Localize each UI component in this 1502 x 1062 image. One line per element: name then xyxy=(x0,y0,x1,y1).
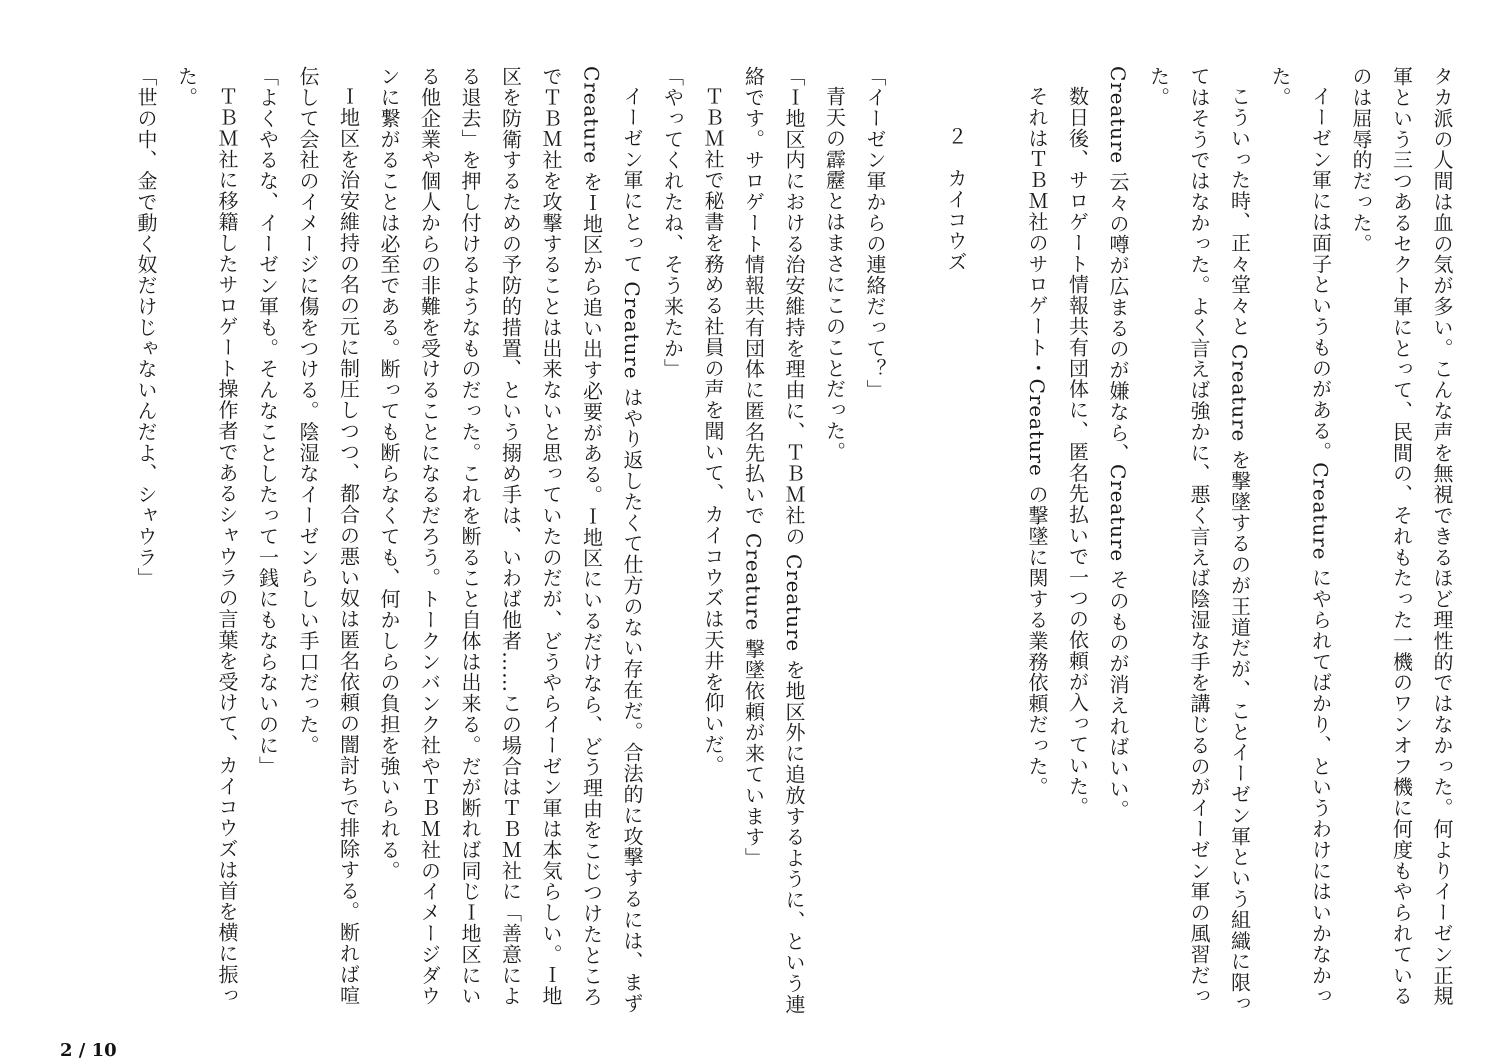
dialogue-line: 「よくやるな、イーゼン軍も。そんなことしたって一銭にもならないのに」 xyxy=(255,66,280,777)
section-heading: ２ カイコウズ xyxy=(944,126,968,273)
blank-line xyxy=(976,66,1017,1026)
vertical-text-body xyxy=(42,66,1462,1026)
body-paragraph-2: イーゼン軍には面子というものがある。Creature にやられてばかり、というわけにはいかなかった。 xyxy=(1268,66,1333,1007)
blank-line xyxy=(895,66,936,1026)
body-paragraph: ＴＢＭ社に移籍したサロゲート操作者であるシャウラの言葉を受けて、カイコウズは首を横に振った。 xyxy=(174,66,239,1006)
page-number: 2 / 10 xyxy=(60,1040,117,1061)
body-paragraph-1: タカ派の人間は血の気が多い。こんな声を無視できるほど理性的ではなかった。何よりイーゼン正規軍という三つあるセクト軍にとって、民間の、それもたった一機のワンオフ機に何度もやられているのは屈辱的だった。 xyxy=(1349,66,1454,1007)
body-paragraph-6: それはＴＢＭ社のサロゲート・Creature の撃墜に関する業務依頼だった。 xyxy=(1025,86,1049,798)
body-paragraph: イーゼン軍にとって Creature はやり返したくて仕方のない存在だ。合法的に攻撃するには、まず Creature をＩ地区から追い出す必要がある。Ｉ地区にいるだけなら、どう理由をこじつけたところでＴＢＭ社を攻撃することは出来ないと思っていたのだが、どうやらイーゼン軍は本気らしい。Ｉ地区を防衛するための予防的措置、という搦め手は、いわば他者……この場合はＴＢＭ社に「善意による退去」を押し付けるようなものだった。これを断ること自体は出来る。だが断れば同じＩ地区にいる他企業や個人からの非難を受けることになるだろう。トークンバンク社やＴＢＭ社のイメージダウンに繋がることは必至である。断っても断らなくても、何かしらの負担を強いられる。 xyxy=(377,66,644,1014)
body-paragraph-5: 数日後、サロゲート情報共有団体に、匿名先払いで一つの依頼が入っていた。 xyxy=(1065,86,1090,818)
dialogue-line: 「イーゼン軍からの連絡だって？」 xyxy=(863,66,887,401)
body-paragraph-3: こういった時、正々堂々と Creature を撃墜するのが王道だが、ことイーゼン軍という組織に限ってはそうではなかった。よく言えば強かに、悪く言えば陰湿な手を講じるのがイーゼン軍の風習だった。 xyxy=(1146,66,1252,1014)
dialogue-line: 「世の中、金で動く奴だけじゃないんだよ、シャウラ」 xyxy=(134,66,158,589)
body-paragraph-4: Creature 云々の噂が広まるのが嫌なら、Creature そのものが消えればいい。 xyxy=(1106,66,1130,821)
dialogue-line: 「やってくれたね、そう来たか」 xyxy=(660,66,685,380)
body-paragraph: Ｉ地区を治安維持の名の元に制圧しつつ、都合の悪い奴は匿名依頼の闇討ちで排除する。断れば喧伝して会社のイメージに傷をつける。陰湿なイーゼンらしい手口だった。 xyxy=(296,66,361,1006)
body-paragraph: ＴＢＭ社で秘書を務める社員の声を聞いて、カイコウズは天井を仰いだ。 xyxy=(701,86,725,776)
dialogue-line: 「Ｉ地区内における治安維持を理由に、ＴＢＭ社の Creature を地区外に追放するように、という連絡です。サロゲート情報共有団体に匿名先払いで Creature 撃墜依頼が来ています」 xyxy=(741,66,806,1015)
body-paragraph: 青天の霹靂とはまさにこのことだった。 xyxy=(822,86,847,463)
